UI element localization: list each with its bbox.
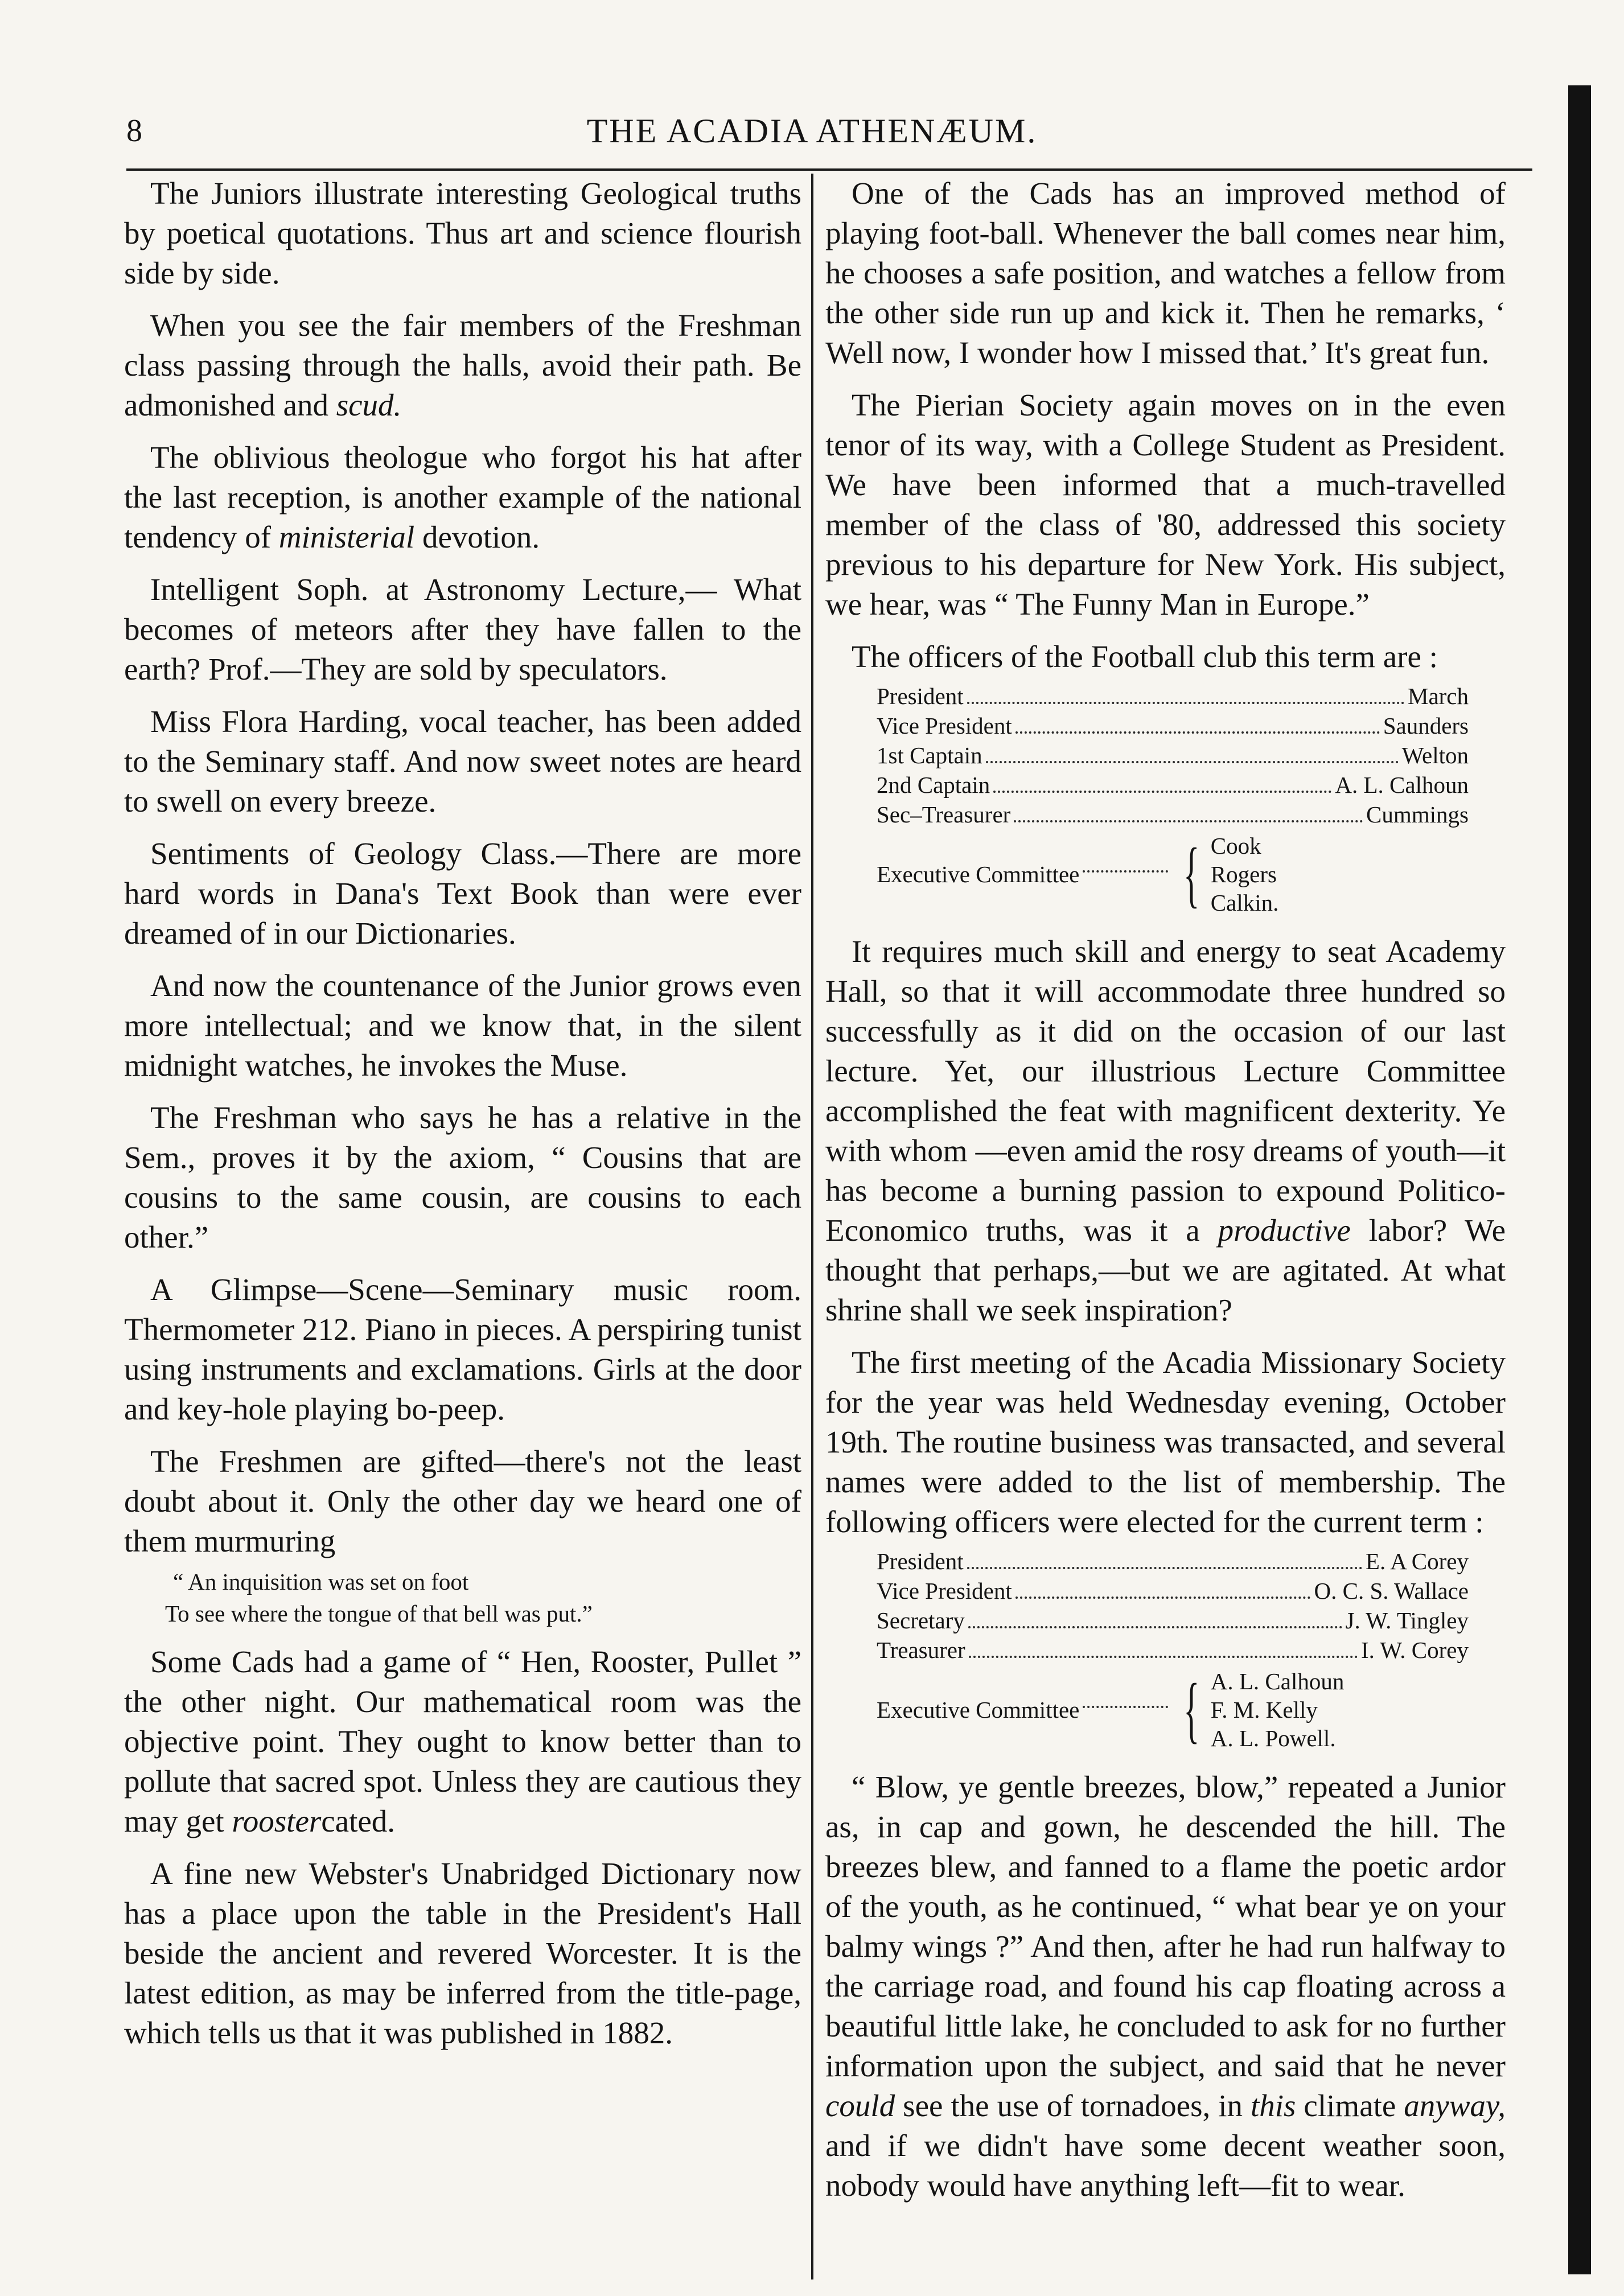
paragraph: One of the Cads has an improved method of playing foot-ball. Whenever the ball comes near him, he chooses a safe position, and watches a fellow from the other side run up and kick it. Then he remarks, ‘ Well now, I wonder how I missed that.’ It's great fun. — [825, 176, 1506, 370]
paragraph: And now the countenance of the Junior grows even more intellectual; and we know that, in the silent midnight watches, he invokes the Muse. — [124, 968, 801, 1083]
column-rule — [811, 174, 813, 2279]
paragraph: Miss Flora Harding, vocal teacher, has been added to the Seminary staff. And now sweet notes are heard to swell on every breeze. — [124, 704, 801, 818]
paragraph: Some Cads had a game of “ Hen, Rooster, Pullet ” the other night. Our mathematical room was the objective point. They ought to know better than to pollute that sacred spot. Unless they are cautious they may get roostercated. — [124, 1644, 801, 1838]
paragraph: The Freshmen are gifted—there's not the least doubt about it. Only the other day we heard one of them murmuring — [124, 1444, 801, 1558]
paragraph: The officers of the Football club this term are : — [852, 639, 1438, 674]
officer-row: 2nd Captain A. L. Calhoun — [877, 772, 1469, 798]
officer-row: Sec–Treasurer Cummings — [877, 801, 1469, 828]
running-head-title: THE ACADIA ATHENÆUM. — [586, 112, 1038, 150]
officer-row: Secretary J. W. Tingley — [877, 1607, 1469, 1633]
executive-committee: Executive Committee { Cook Rogers Calkin. — [877, 833, 1279, 916]
officer-row: Treasurer I. W. Corey — [877, 1637, 1469, 1663]
page-edge-bar — [1568, 85, 1591, 2274]
header-rule — [126, 168, 1532, 171]
paragraph: The Juniors illustrate interesting Geological truths by poetical quotations. Thus art and science flourish side by side. — [124, 176, 801, 290]
right-column — [825, 174, 1506, 2218]
officer-row: President March — [877, 683, 1469, 709]
verse-quote — [165, 1566, 801, 1630]
paragraph: “ Blow, ye gentle breezes, blow,” repeated a Junior as, in cap and gown, he descended the hill. The breezes blew, and fanned to a flame the poetic ardor of the youth, as he continued, “ what bear ye on your balmy wings ?” And then, after he had run halfway to the carriage road, and found his cap floating across a beautiful little lake, he concluded to ask for no further information upon the subject, and said that he never could see the use of tornadoes, in this climate anyway, and if we didn't have some decent weather soon, nobody would have anything left—fit to wear. — [825, 1770, 1506, 2203]
brace-glyph: { — [1183, 833, 1200, 915]
officer-row: Vice President Saunders — [877, 713, 1469, 739]
verse-line: To see where the tongue of that bell was put.” — [165, 1600, 593, 1627]
paragraph: A fine new Webster's Unabridged Dictionary now has a place upon the table in the President's Hall beside the ancient and revered Worcester. It is the latest edition, as may be inferred from the title-page, which tells us that it was published in 1882. — [124, 1856, 801, 2050]
page-number: 8 — [126, 113, 142, 149]
paragraph: The Freshman who says he has a relative in the Sem., proves it by the axiom, “ Cousins that are cousins to the same cousin, are cousins to each other.” — [124, 1100, 801, 1254]
left-column — [124, 174, 801, 2065]
paragraph: When you see the fair members of the Freshman class passing through the halls, avoid their path. Be admonished and scud. — [124, 308, 801, 422]
missionary-officers-list — [877, 1546, 1469, 1752]
paragraph: A Glimpse—Scene—Seminary music room. Thermometer 212. Piano in pieces. A perspiring tunist using instruments and exclamations. Girls at the door and key-hole playing bo-peep. — [124, 1272, 801, 1426]
verse-line: “ An inquisition was set on foot — [173, 1569, 469, 1595]
paragraph: It requires much skill and energy to seat Academy Hall, so that it will accommodate three hundred so successfully as it did on the occasion of our last lecture. Yet, our illustrious Lecture Committee accomplished the feat with magnificent dexterity. Ye with whom —even amid the rosy dreams of youth—it has become a burning passion to expound Politico-Economico truths, was it a productive labor? We thought that perhaps,—but we are agitated. At what shrine shall we seek inspiration? — [825, 934, 1506, 1327]
football-officers-list — [877, 681, 1469, 917]
paragraph: The oblivious theologue who forgot his hat after the last reception, is another example of the national tendency of ministerial devotion. — [124, 440, 801, 554]
officer-row: 1st Captain Welton — [877, 742, 1469, 768]
paragraph: Sentiments of Geology Class.—There are more hard words in Dana's Text Book than were ever dreamed of in our Dictionaries. — [124, 836, 801, 951]
executive-committee: Executive Committee { A. L. Calhoun F. M. Kelly A. L. Powell. — [877, 1668, 1345, 1751]
officer-row: Vice President O. C. S. Wallace — [877, 1578, 1469, 1604]
paragraph: The first meeting of the Acadia Missionary Society for the year was held Wednesday evening, October 19th. The routine business was transacted, and several names were added to the list of membership. The following officers were elected for the current term : — [825, 1345, 1506, 1539]
brace-glyph: { — [1183, 1669, 1200, 1751]
officer-row: President E. A Corey — [877, 1548, 1469, 1574]
paragraph: Intelligent Soph. at Astronomy Lecture,— What becomes of meteors after they have fallen to the earth? Prof.—They are sold by speculators. — [124, 572, 801, 686]
paragraph: The Pierian Society again moves on in the even tenor of its way, with a College Student as President. We have been informed that a much-travelled member of the class of '80, addressed this society previous to his departure for New York. His subject, we hear, was “ The Funny Man in Europe.” — [825, 388, 1506, 622]
